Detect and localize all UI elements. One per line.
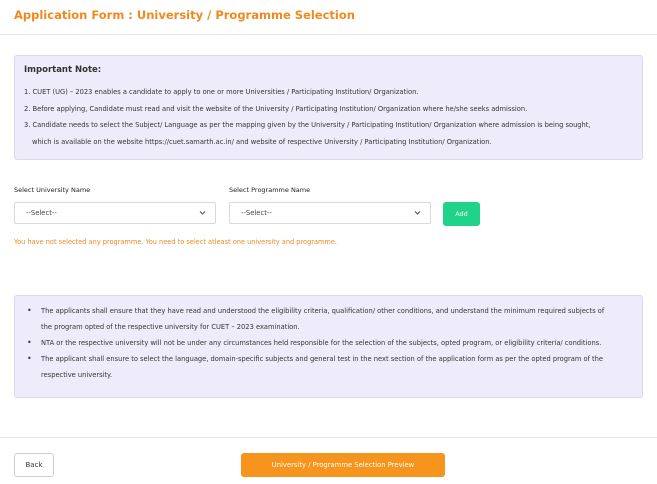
bullet-icon: • <box>27 354 32 363</box>
bullet-icon: • <box>27 306 32 315</box>
university-label: Select University Name <box>14 186 91 194</box>
info-box <box>14 295 643 398</box>
chevron-down-icon <box>414 203 421 231</box>
info-list <box>27 303 639 383</box>
important-note-box <box>14 55 643 160</box>
footer-divider <box>0 437 657 438</box>
add-button[interactable]: Add <box>443 202 480 226</box>
info-item: • The applicants shall ensure that they have read and understood the eligibility criteria, qualification/ other conditions, and understand the minimum required subjects of <box>27 303 639 319</box>
programme-select[interactable] <box>229 202 431 224</box>
programme-label: Select Programme Name <box>229 186 311 194</box>
back-button[interactable]: Back <box>14 453 54 477</box>
page-title: Application Form : University / Programme Selection <box>14 8 355 22</box>
note-list <box>24 84 634 150</box>
note-item: 2. Before applying, Candidate must read and visit the website of the University / Participating Institution/ Organization where he/she seeks admission. <box>24 104 528 113</box>
programme-select-value: --Select-- <box>241 209 272 217</box>
page-header <box>0 0 657 35</box>
selection-preview-button[interactable]: University / Programme Selection Preview <box>241 453 445 477</box>
info-item-continued: the program opted of the respective university for CUET – 2023 examination. <box>41 323 300 331</box>
info-item: • NTA or the respective university will not be under any circumstances held responsible for the selection of the subjects, opted program, or eligibility criteria/ conditions. <box>27 335 639 351</box>
info-item-continued: respective university. <box>41 371 113 379</box>
university-select[interactable] <box>14 202 216 224</box>
selection-warning: You have not selected any programme. You need to select atleast one university and programme. <box>14 238 338 246</box>
note-item: 1. CUET (UG) – 2023 enables a candidate to apply to one or more Universities / Participating Institution/ Organization. <box>24 88 419 96</box>
chevron-down-icon <box>199 203 206 231</box>
note-title: Important Note: <box>24 65 102 75</box>
university-select-value: --Select-- <box>26 209 57 217</box>
note-item-continued: which is available on the website https://cuet.samarth.ac.in/ and website of respective University / Participating Institution/ Organization. <box>32 137 492 146</box>
info-item: • The applicant shall ensure to select the language, domain-specific subjects and general test in the next section of the application form as per the opted program of the <box>27 351 639 367</box>
note-item: 3. Candidate needs to select the Subject/ Language as per the mapping given by the University / Participating Institution/ Organization where admission is being sought, <box>24 121 591 129</box>
bullet-icon: • <box>27 338 32 347</box>
